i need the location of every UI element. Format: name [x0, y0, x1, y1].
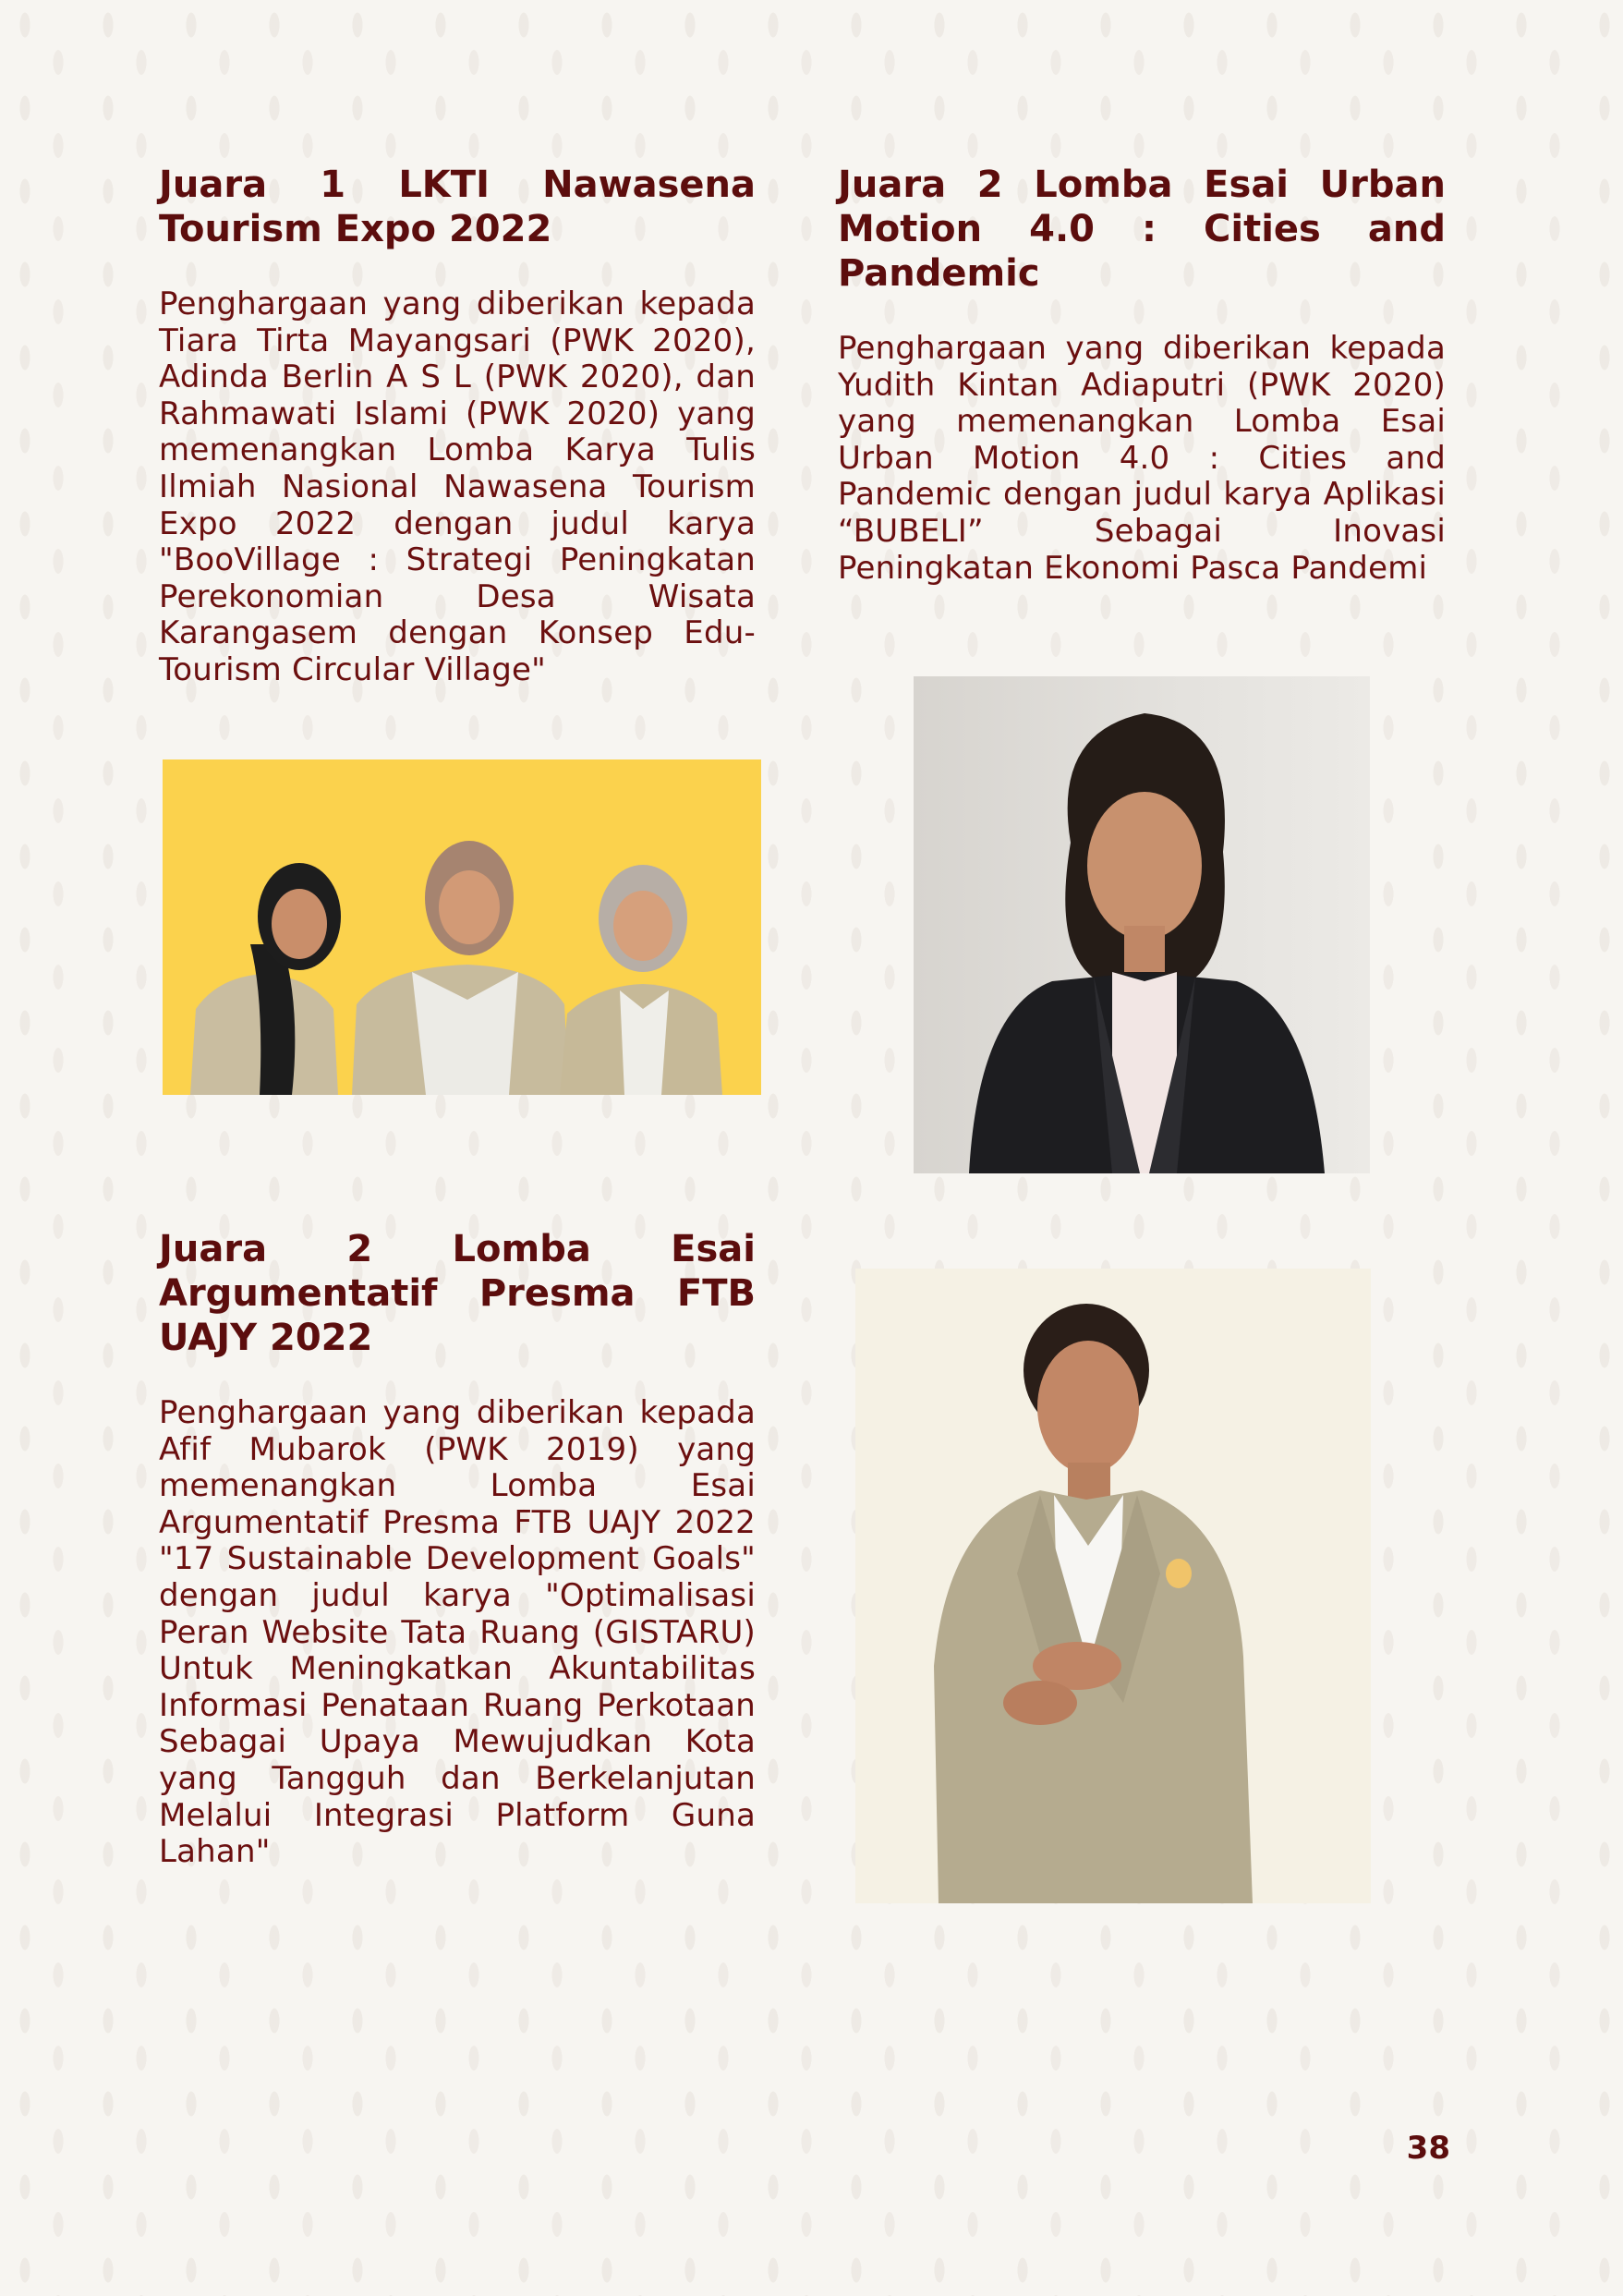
winner-portrait-photo: [914, 676, 1370, 1173]
section-esai-argumentatif: [159, 1227, 756, 1871]
section-urban-motion: [838, 163, 1446, 587]
section-body: Penghargaan yang diberikan kepada Tiara Tirta Mayangsari (PWK 2020), Adinda Berlin A S L (PWK 2020), dan Rahmawati Islami (PWK 2020) yang memenangkan Lomba Karya Tulis Ilmiah Nasional Nawasena Tourism Expo 2022 dengan judul karya "BooVillage : Strategi Peningkatan Perekonomian Desa Wisata Karangasem dengan Konsep Edu-Tourism Circular Village": [159, 285, 756, 688]
section-body: Penghargaan yang diberikan kepada Afif Mubarok (PWK 2019) yang memenangkan Lomba Esai Argumentatif Presma FTB UAJY 2022 "17 Sustainable Development Goals" dengan judul karya "Optimalisasi Peran Website Tata Ruang (GISTARU) Untuk Meningkatkan Akuntabilitas Informasi Penataan Ruang Perkotaan Sebagai Upaya Mewujudkan Kota yang Tangguh dan Berkelanjutan Melalui Integrasi Platform Guna Lahan": [159, 1394, 756, 1871]
winners-group-photo: [163, 759, 761, 1095]
section-lkti-nawasena: [159, 163, 756, 689]
page-number: 38: [1406, 2130, 1450, 2167]
winner-portrait-photo: [855, 1269, 1371, 1903]
section-title: Juara 2 Lomba Esai Argumentatif Presma FTB UAJY 2022: [159, 1228, 756, 1359]
section-title: Juara 1 LKTI Nawasena Tourism Expo 2022: [159, 164, 756, 250]
group-portrait-illustration: [163, 759, 761, 1095]
portrait-illustration: [914, 676, 1370, 1173]
section-body: Penghargaan yang diberikan kepada Yudith Kintan Adiaputri (PWK 2020) yang memenangkan Lomba Esai Urban Motion 4.0 : Cities and Pandemic dengan judul karya Aplikasi “BUBELI” Sebagai Inovasi Peningkatan Ekonomi Pasca Pandemi: [838, 330, 1446, 587]
portrait-illustration: [855, 1269, 1371, 1903]
section-title: Juara 2 Lomba Esai Urban Motion 4.0 : Cities and Pandemic: [838, 164, 1446, 295]
